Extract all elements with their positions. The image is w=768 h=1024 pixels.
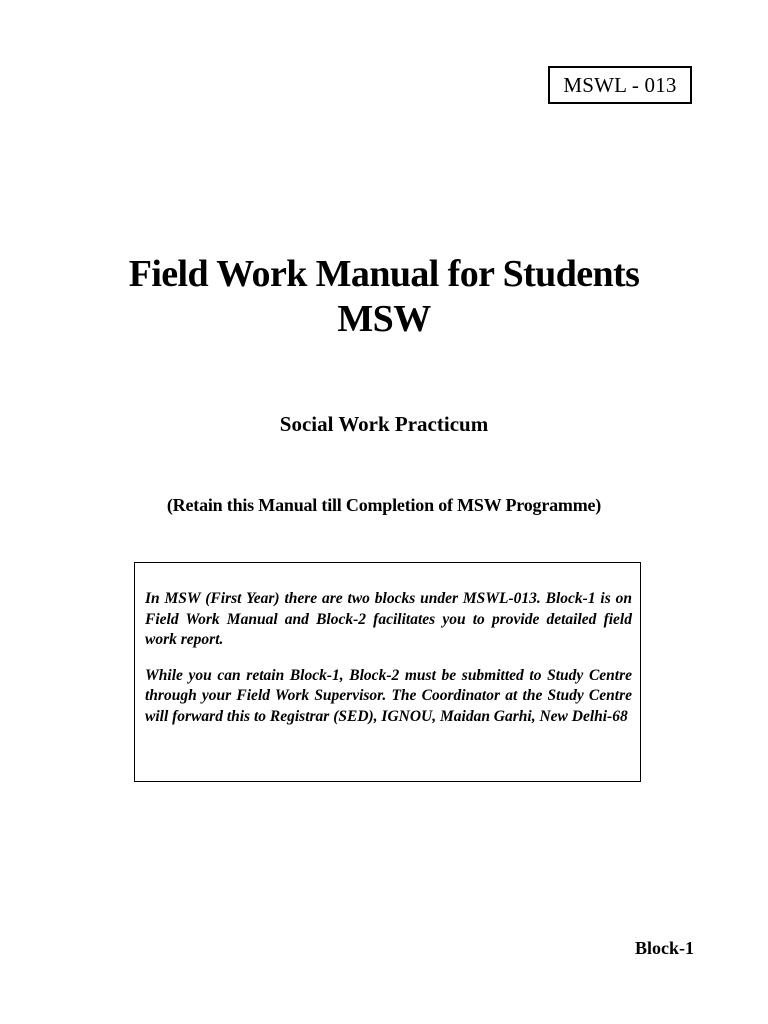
notice-paragraph-blocks: In MSW (First Year) there are two blocks under MSWL-013. Block-1 is on Field Work Manual and Block-2 facilitates you to provide detailed field work report. <box>145 590 632 648</box>
notice-paragraph-submission: While you can retain Block-1, Block-2 must be submitted to Study Centre through your Field Work Supervisor. The Coordinator at the Study Centre will forward this to Registrar (SED), IGNOU, Maidan Garhi, New Delhi-68 <box>145 666 632 725</box>
document-title-program: MSW <box>337 298 431 340</box>
block-label: Block-1 <box>634 938 694 958</box>
notice-box <box>134 562 641 782</box>
document-title: Field Work Manual for Students <box>128 253 640 295</box>
document-subtitle: Social Work Practicum <box>279 412 489 436</box>
course-code-box <box>548 66 692 104</box>
retain-note: (Retain this Manual till Completion of MSW Programme) <box>166 495 602 515</box>
course-code: MSWL - 013 <box>563 73 677 97</box>
